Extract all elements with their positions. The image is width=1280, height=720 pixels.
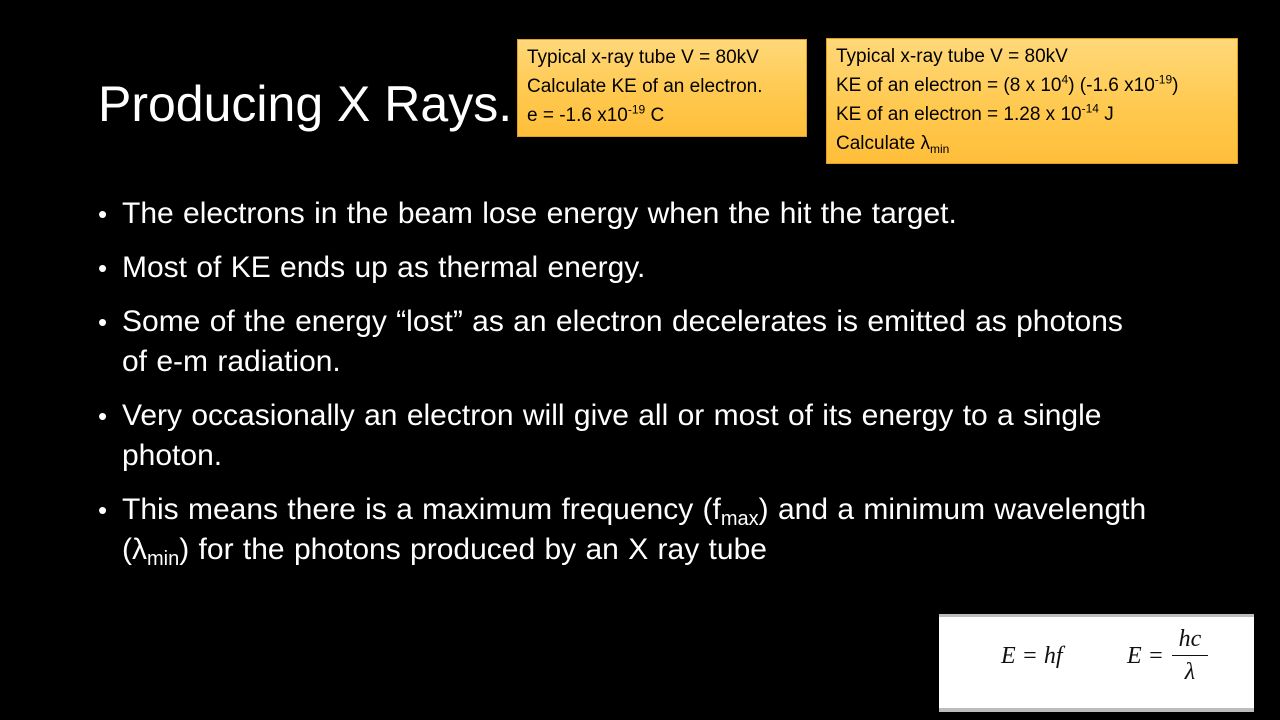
note-line: Typical x-ray tube V = 80kV bbox=[836, 46, 1068, 67]
bullet-item bbox=[98, 396, 1148, 476]
callout-note-question bbox=[517, 39, 807, 137]
callout-note-answer bbox=[826, 38, 1238, 164]
note-line: Calculate $\lambda_{min}$ bbox=[836, 133, 950, 156]
exponent: 4 bbox=[1061, 72, 1069, 87]
bullet-text: Very occasionally an electron will give all or most of its energy to a single photon. bbox=[122, 399, 1102, 472]
subscript: min bbox=[930, 142, 950, 156]
bullet-icon: • bbox=[98, 401, 108, 431]
note-line: KE of an electron = (8 x $10^4$) (-1.6 $x10^{-19}$) bbox=[836, 72, 1179, 96]
note-line: Typical x-ray tube V = 80kV bbox=[527, 47, 759, 68]
fraction-numerator: hc bbox=[1178, 626, 1202, 652]
bullet-item bbox=[98, 248, 1148, 288]
note-line: Calculate KE of an electron. bbox=[527, 76, 763, 97]
bullet-text: Most of KE ends up as thermal energy. bbox=[122, 251, 646, 284]
note-line: e = -1.6 $x10^{-19}$ C bbox=[527, 102, 665, 126]
subscript: min bbox=[147, 548, 180, 570]
bullet-icon: • bbox=[98, 495, 108, 525]
bullet-item bbox=[98, 194, 1148, 234]
formula-energy-frequency: E = hf bbox=[1001, 643, 1063, 669]
bullet-text: This means there is a maximum frequency $(f_{max})$ and a minimum wavelength $(\lambda_{min})$ for the photons produced by an X ray tube bbox=[122, 493, 1147, 570]
exponent: -19 bbox=[627, 102, 646, 117]
bullet-icon: • bbox=[98, 307, 108, 337]
bullet-icon: • bbox=[98, 253, 108, 283]
bullet-text: The electrons in the beam lose energy when the hit the target. bbox=[122, 197, 957, 230]
formula-fraction bbox=[1172, 625, 1208, 686]
bullet-item bbox=[98, 302, 1148, 382]
subscript: max bbox=[720, 508, 759, 530]
note-line: KE of an electron = 1.28 x $10^{-14}$ J bbox=[836, 101, 1114, 125]
exponent: -14 bbox=[1081, 101, 1099, 116]
bullet-icon: • bbox=[98, 199, 108, 229]
formula-energy-wavelength-lhs: E = bbox=[1127, 643, 1164, 669]
fraction-bar bbox=[1172, 655, 1208, 656]
formula-image bbox=[939, 614, 1254, 712]
bullet-item bbox=[98, 490, 1148, 570]
slide-title: Producing X Rays. bbox=[98, 76, 513, 132]
bullet-text: Some of the energy “lost” as an electron decelerates is emitted as photons of e-m radiation. bbox=[122, 305, 1123, 378]
bullet-list bbox=[98, 194, 1148, 584]
fraction-denominator: λ bbox=[1184, 659, 1196, 685]
exponent: -19 bbox=[1154, 72, 1173, 87]
